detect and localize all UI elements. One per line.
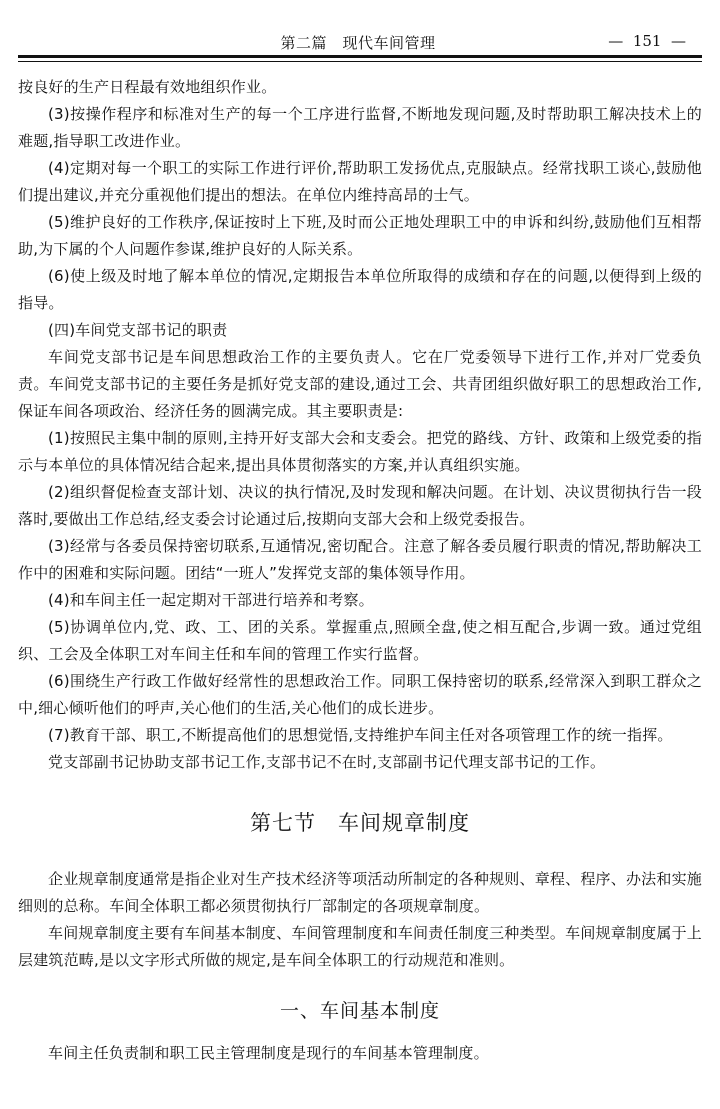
paragraph: (4)和车间主任一起定期对干部进行培养和考察。: [48, 591, 374, 609]
paragraph: (4)定期对每一个职工的实际工作进行评价,帮助职工发扬优点,克服缺点。经常找职工谈心,鼓励他们提出建议,并充分重视他们提出的想法。在单位内维持高昂的士气。: [18, 159, 702, 204]
paragraph: 企业规章制度通常是指企业对生产技术经济等项活动所制定的各种规则、章程、程序、办法和实施细则的总称。车间全体职工都必须贯彻执行厂部制定的各项规章制度。: [18, 870, 702, 915]
paragraph: (3)经常与各委员保持密切联系,互通情况,密切配合。注意了解各委员履行职责的情况,帮助解决工作中的困难和实际问题。团结“一班人”发挥党支部的集体领导作用。: [18, 537, 702, 582]
paragraph-group-subsection: [18, 1040, 702, 1067]
paragraph: 车间党支部书记是车间思想政治工作的主要负责人。它在厂党委领导下进行工作,并对厂党委负责。车间党支部书记的主要任务是抓好党支部的建设,通过工会、共青团组织做好职工的思想政治工作,保证车间各项政治、经济任务的圆满完成。其主要职责是:: [18, 348, 702, 420]
body-content: [18, 74, 702, 1067]
paragraph: (四)车间党支部书记的职责: [48, 321, 228, 339]
paragraph: (1)按照民主集中制的原则,主持开好支部大会和支委会。把党的路线、方针、政策和上级党委的指示与本单位的具体情况结合起来,提出具体贯彻落实的方案,并认真组织实施。: [18, 429, 702, 474]
running-header: [18, 30, 702, 54]
paragraph-group-duties: [18, 74, 702, 776]
paragraph: (5)协调单位内,党、政、工、团的关系。掌握重点,照顾全盘,使之相互配合,步调一致。通过党组织、工会及全体职工对车间主任和车间的管理工作实行监督。: [18, 618, 702, 663]
paragraph: 按良好的生产日程最有效地组织作业。: [18, 78, 277, 96]
paragraph: (5)维护良好的工作秩序,保证按时上下班,及时而公正地处理职工中的申诉和纠纷,鼓励他们互相帮助,为下属的个人问题作参谋,维护良好的人际关系。: [18, 213, 702, 258]
header-rule-thin: [18, 61, 702, 62]
paragraph-group-section: [18, 866, 702, 974]
paragraph: 车间主任负责制和职工民主管理制度是现行的车间基本管理制度。: [48, 1044, 489, 1062]
paragraph: (2)组织督促检查支部计划、决议的执行情况,及时发现和解决问题。在计划、决议贯彻执行告一段落时,要做出工作总结,经支委会讨论通过后,按期向支部大会和上级党委报告。: [18, 483, 702, 528]
subsection-title: 一、车间基本制度: [279, 1000, 440, 1022]
paragraph: 党支部副书记协助支部书记工作,支部书记不在时,支部副书记代理支部书记的工作。: [48, 753, 606, 771]
page-number: — 151 —: [608, 32, 686, 50]
paragraph: (6)围绕生产行政工作做好经常性的思想政治工作。同职工保持密切的联系,经常深入到职工群众之中,细心倾听他们的呼声,关心他们的生活,关心他们的成长进步。: [18, 672, 702, 717]
section-title: 第七节 车间规章制度: [250, 811, 470, 835]
header-rule-thick: [18, 55, 702, 58]
paragraph: (7)教育干部、职工,不断提高他们的思想觉悟,支持维护车间主任对各项管理工作的统一指挥。: [48, 726, 673, 744]
paragraph: (3)按操作程序和标准对生产的每一个工序进行监督,不断地发现问题,及时帮助职工解决技术上的难题,指导职工改进作业。: [18, 105, 702, 150]
header-title: 第二篇 现代车间管理: [280, 34, 436, 52]
paragraph: (6)使上级及时地了解本单位的情况,定期报告本单位所取得的成绩和存在的问题,以便得到上级的指导。: [18, 267, 702, 312]
paragraph: 车间规章制度主要有车间基本制度、车间管理制度和车间责任制度三种类型。车间规章制度属于上层建筑范畴,是以文字形式所做的规定,是车间全体职工的行动规范和准则。: [18, 924, 702, 969]
section-spacer: [18, 840, 702, 866]
